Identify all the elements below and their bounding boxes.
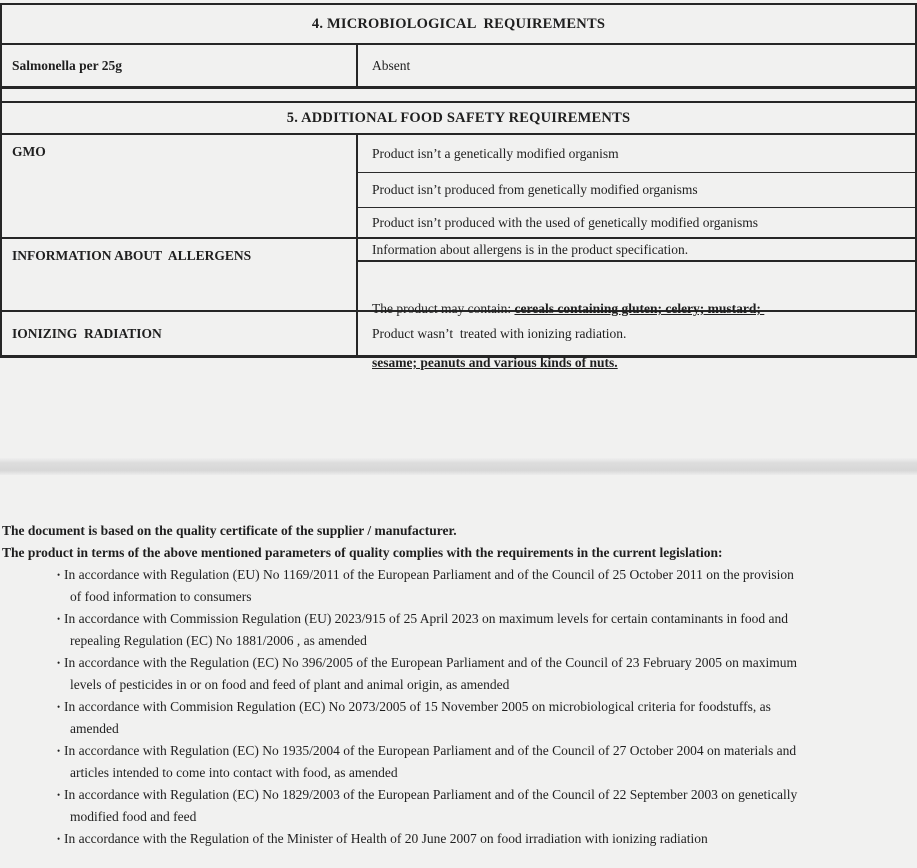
requirements-table (0, 3, 917, 370)
allergens-spec-note: Information about allergens is in the product specification. (358, 239, 915, 262)
bullet-icon: • (57, 790, 61, 800)
legislation-item-6-line-1: In accordance with Regulation (EC) No 1829/2003 of the European Parliament and of the Council of 22 September 2003 on genetically (64, 787, 798, 802)
radiation-label: IONIZING RADIATION (2, 312, 358, 355)
allergens-label: INFORMATION ABOUT ALLERGENS (2, 239, 358, 310)
legislation-item-6 (2, 784, 915, 828)
radiation-value: Product wasn’t treated with ionizing radiation. (372, 325, 627, 341)
bullet-icon: • (57, 658, 61, 668)
basis-note: The document is based on the quality certificate of the supplier / manufacturer. (2, 523, 457, 538)
legislation-item-3-line-2: levels of pesticides in or on food and feed of plant and animal origin, as amended (70, 677, 510, 692)
gmo-value-1: Product isn’t a genetically modified organism (358, 135, 915, 173)
radiation-row (2, 312, 915, 355)
allergens-may-contain-line2 (372, 352, 909, 374)
legislation-item-6-line-2: modified food and feed (70, 809, 197, 824)
section4-header: 4. MICROBIOLOGICAL REQUIREMENTS (2, 5, 915, 45)
compliance-note: The product in terms of the above mentioned parameters of quality complies with the requirements in the current legislation: (2, 545, 723, 560)
legislation-item-3 (2, 652, 915, 696)
legislation-item-5-line-1: In accordance with Regulation (EC) No 1935/2004 of the European Parliament and of the Council of 27 October 2004 on materials and (64, 743, 797, 758)
salmonella-row (2, 45, 915, 89)
legislation-item-2-line-1: In accordance with Commission Regulation (EU) 2023/915 of 25 April 2023 on maximum levels for certain contaminants in food and (64, 611, 788, 626)
may-contain-prefix: The product may contain: (372, 301, 515, 316)
legislation-item-7 (2, 828, 915, 850)
legislation-item-2-line-2: repealing Regulation (EC) No 1881/2006 , as amended (70, 633, 367, 648)
bullet-icon: • (57, 834, 61, 844)
section5-header: 5. ADDITIONAL FOOD SAFETY REQUIREMENTS (2, 103, 915, 135)
allergen-list-part2: sesame; peanuts and various kinds of nuts. (372, 355, 618, 370)
legislation-item-7-line-1: In accordance with the Regulation of the Minister of Health of 20 June 2007 on food irradiation with ionizing radiation (64, 831, 708, 846)
legislation-item-5-line-2: articles intended to come into contact with food, as amended (70, 765, 398, 780)
bullet-icon: • (57, 614, 61, 624)
legislation-item-1-line-2: of food information to consumers (70, 589, 252, 604)
legislation-list (2, 564, 915, 850)
table-spacer-row (2, 89, 915, 103)
gmo-row (2, 135, 915, 239)
bullet-icon: • (57, 746, 61, 756)
gmo-label: GMO (2, 135, 358, 237)
legislation-item-1 (2, 564, 915, 608)
gmo-value-3: Product isn’t produced with the used of genetically modified organisms (372, 214, 759, 230)
legislation-item-2 (2, 608, 915, 652)
legislation-item-3-line-1: In accordance with the Regulation (EC) No 396/2005 of the European Parliament and of the Council of 23 February 2005 on maximum (64, 655, 797, 670)
bullet-icon: • (57, 702, 61, 712)
gmo-value-2: Product isn’t produced from genetically modified organisms (358, 173, 915, 208)
legislation-note (2, 520, 915, 850)
bullet-icon: • (57, 570, 61, 580)
legislation-item-4 (2, 696, 915, 740)
legislation-item-4-line-1: In accordance with Commision Regulation (EC) No 2073/2005 of 15 November 2005 on microbiological criteria for foodstuffs, as (64, 699, 771, 714)
allergen-list-part1: cereals containing gluten; celery; mustard; (514, 301, 765, 316)
page-break-bar (0, 458, 917, 475)
salmonella-label: Salmonella per 25g (2, 45, 358, 86)
legislation-item-4-line-2: amended (70, 721, 119, 736)
salmonella-value: Absent (372, 57, 411, 73)
legislation-item-5 (2, 740, 915, 784)
legislation-item-1-line-1: In accordance with Regulation (EU) No 1169/2011 of the European Parliament and of the Council of 25 October 2011 on the provision (64, 567, 794, 582)
gmo-values (358, 135, 915, 237)
